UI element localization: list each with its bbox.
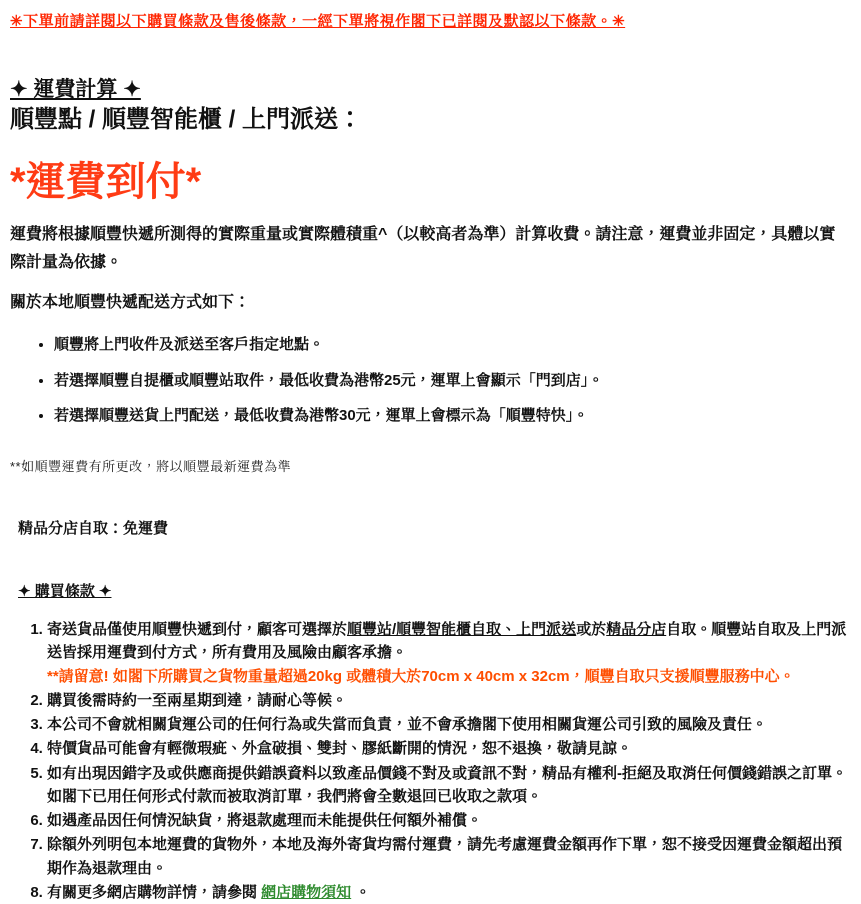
terms-page xyxy=(10,10,849,904)
term-text-segment: 自取。順豐站自取及上門派送皆採用運費到付方式，所有費用及風險由顧客承擔。 xyxy=(47,621,847,662)
pre-order-notice: ✳下單前請詳閱以下購買條款及售後條款，一經下單將視作閣下已詳閱及默認以下條款。✳ xyxy=(10,13,626,30)
weight-limit-warning: **請留意! 如閣下所購買之貨物重量超過20kg 或體積大於70cm x 40cm x 32cm，順豐自取只支援順豐服務中心。 xyxy=(47,667,795,685)
delivery-method-item: • 若選擇順豐送貨上門配送，最低收費為港幣30元，運單上會標示為「順豐特快」。 xyxy=(54,406,849,426)
store-pickup-free-line: 精品分店自取：免運費 xyxy=(18,520,169,537)
purchase-terms-section xyxy=(10,580,849,904)
term-underlined-segment: 精品分店 xyxy=(606,621,667,638)
shipping-calc-heading: ✦ 運費計算 ✦ xyxy=(10,78,141,101)
shipping-fee-intro: 運費將根據順豐快遞所測得的實際重量或實際體積重^（以較高者為準）計算收費。請注意，運費並非固定，具體以實際計量為依據。 xyxy=(10,226,836,272)
term-item-8 xyxy=(47,881,849,904)
freight-collect-banner: *運費到付* xyxy=(10,160,202,205)
purchase-terms-list xyxy=(10,618,849,904)
delivery-methods-title: 關於本地順豐快遞配送方式如下： xyxy=(10,294,251,312)
term-item-2: 2. 購買後需時約一至兩星期到達，請耐心等候。 xyxy=(47,689,849,712)
term-item-1 xyxy=(47,618,849,688)
term-item-3: 3. 本公司不會就相關貨運公司的任何行為或失當而負責，並不會承擔閣下使用相關貨運公司引致的風險及責任。 xyxy=(47,713,849,736)
term-text-segment: 有關更多網店購物詳情，請參閱 xyxy=(47,883,262,901)
shopping-guide-link[interactable]: 網店購物須知 xyxy=(261,883,352,901)
term-item-6: 6. 如遇產品因任何情況缺貨，將退款處理而未能提供任何額外補償。 xyxy=(47,809,849,832)
delivery-methods-list xyxy=(10,335,849,426)
term-text-segment: 。 xyxy=(351,883,371,901)
term-item-7: 7. 除額外列明包本地運費的貨物外，本地及海外寄貨均需付運費，請先考慮運費金額再作下單，恕不接受因運費金額超出預期作為退款理由。 xyxy=(47,833,849,880)
delivery-options-subheading: 順豐點 / 順豐智能櫃 / 上門派送： xyxy=(10,106,363,134)
purchase-terms-heading: ✦ 購買條款 ✦ xyxy=(18,583,112,600)
term-underlined-segment: 順豐站/順豐智能櫃自取、上門派送 xyxy=(347,621,577,638)
delivery-method-item: • 順豐將上門收件及派送至客戶指定地點。 xyxy=(54,335,849,355)
term-item-5: 5. 如有出現因錯字及或供應商提供錯誤資料以致產品價錢不對及或資訊不對，精品有權利-拒絕及取消任何價錢錯誤之訂單。如閣下已用任何形式付款而被取消訂單，我們將會全數退回已收取之款項。 xyxy=(47,762,849,809)
term-text-segment: 寄送貨品僅使用順豐快遞到付，顧客可選擇於 xyxy=(47,621,348,638)
term-item-4: 4. 特價貨品可能會有輕微瑕疵、外盒破損、雙封、膠紙斷開的情況，恕不退換，敬請見諒。 xyxy=(47,737,849,760)
term-text-segment: 或於 xyxy=(576,621,607,638)
delivery-method-item: • 若選擇順豐自提櫃或順豐站取件，最低收費為港幣25元，運單上會顯示「門到店」。 xyxy=(54,371,849,391)
shipping-section xyxy=(10,77,849,538)
fee-change-note: **如順豐運費有所更改，將以順豐最新運費為準 xyxy=(10,459,292,474)
